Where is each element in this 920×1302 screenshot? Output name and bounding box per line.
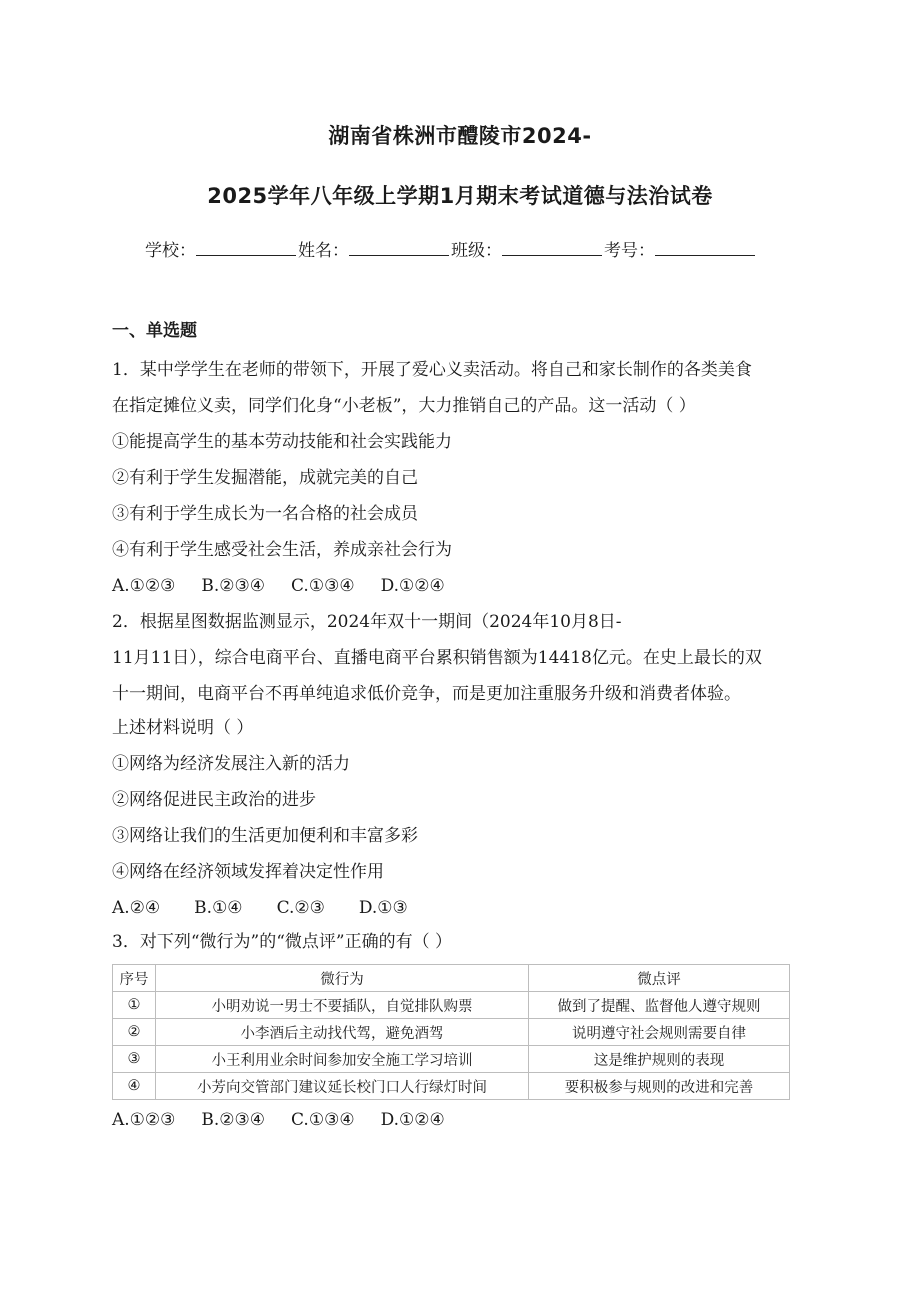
q2-options [112, 897, 434, 919]
student-info-row [145, 236, 757, 261]
q2-stem-line-1: 2．根据星图数据监测显示，2024年双十一期间（2024年10月8日- [112, 612, 622, 632]
table-cell-comment: 说明遵守社会规则需要自律 [529, 1019, 790, 1046]
table-cell-behavior: 小王利用业余时间参加安全施工学习培训 [156, 1046, 529, 1073]
q1-option-d[interactable]: D.①②④ [380, 576, 445, 596]
q2-item-4: ④网络在经济领域发挥着决定性作用 [112, 862, 384, 882]
class-label: 班级： [451, 241, 502, 261]
school-label: 学校： [145, 241, 196, 261]
name-blank[interactable] [349, 239, 449, 256]
q2-stem-line-3: 十一期间，电商平台不再单纯追求低价竞争，而是更加注重服务升级和消费者体验。 [112, 684, 741, 704]
class-blank[interactable] [502, 239, 602, 256]
q3-table [112, 964, 790, 1100]
exam-number-blank[interactable] [655, 239, 755, 256]
table-cell-behavior: 小李酒后主动找代驾，避免酒驾 [156, 1019, 529, 1046]
q1-item-4: ④有利于学生感受社会生活，养成亲社会行为 [112, 540, 452, 560]
q1-stem-line-1: 1．某中学学生在老师的带领下，开展了爱心义卖活动。将自己和家长制作的各类美食 [112, 360, 752, 380]
exam-title-line-2: 2025学年八年级上学期1月期末考试道德与法治试卷 [207, 184, 713, 208]
section-title: 一、单选题 [112, 321, 197, 341]
q1-stem-line-2: 在指定摊位义卖，同学们化身“小老板”，大力推销自己的产品。这一活动（ ） [112, 396, 696, 416]
table-cell-comment: 要积极参与规则的改进和完善 [529, 1073, 790, 1100]
q2-option-b[interactable]: B.①④ [194, 898, 243, 918]
q1-option-a[interactable]: A.①②③ [112, 576, 176, 596]
table-row [113, 1046, 790, 1073]
table-header-comment: 微点评 [529, 965, 790, 992]
table-cell-comment: 做到了提醒、监督他人遵守规则 [529, 992, 790, 1019]
q1-option-c[interactable]: C.①③④ [291, 576, 355, 596]
q1-options [112, 575, 471, 597]
q2-item-3: ③网络让我们的生活更加便利和丰富多彩 [112, 826, 418, 846]
q2-item-1: ①网络为经济发展注入新的活力 [112, 754, 350, 774]
table-row [113, 1073, 790, 1100]
q2-option-d[interactable]: D.①③ [358, 898, 408, 918]
q3-option-b[interactable]: B.②③④ [201, 1110, 266, 1130]
q3-option-c[interactable]: C.①③④ [291, 1110, 355, 1130]
table-header-behavior: 微行为 [156, 965, 529, 992]
q1-item-2: ②有利于学生发掘潜能，成就完美的自己 [112, 468, 418, 488]
q3-option-d[interactable]: D.①②④ [380, 1110, 445, 1130]
table-header-index: 序号 [113, 965, 156, 992]
q1-item-3: ③有利于学生成长为一名合格的社会成员 [112, 504, 418, 524]
table-cell-behavior: 小芳向交管部门建议延长校门口人行绿灯时间 [156, 1073, 529, 1100]
q2-stem-line-2: 11月11日），综合电商平台、直播电商平台累积销售额为14418亿元。在史上最长的双 [112, 648, 762, 668]
exam-title-line-1: 湖南省株洲市醴陵市2024- [328, 124, 592, 148]
exam-number-label: 考号： [604, 241, 655, 261]
table-cell-index: ③ [113, 1046, 156, 1073]
q2-stem-line-4: 上述材料说明（ ） [112, 718, 254, 738]
q3-option-a[interactable]: A.①②③ [112, 1110, 176, 1130]
school-blank[interactable] [196, 239, 296, 256]
table-cell-index: ④ [113, 1073, 156, 1100]
table-cell-comment: 这是维护规则的表现 [529, 1046, 790, 1073]
q3-stem: 3．对下列“微行为”的“微点评”正确的有（ ） [112, 932, 452, 952]
q2-option-a[interactable]: A.②④ [112, 898, 161, 918]
q1-item-1: ①能提高学生的基本劳动技能和社会实践能力 [112, 432, 452, 452]
table-row [113, 1019, 790, 1046]
q2-item-2: ②网络促进民主政治的进步 [112, 790, 316, 810]
q1-option-b[interactable]: B.②③④ [201, 576, 266, 596]
table-cell-behavior: 小明劝说一男士不要插队，自觉排队购票 [156, 992, 529, 1019]
q2-option-c[interactable]: C.②③ [276, 898, 325, 918]
table-cell-index: ① [113, 992, 156, 1019]
q3-options [112, 1109, 471, 1131]
table-cell-index: ② [113, 1019, 156, 1046]
table-row [113, 992, 790, 1019]
name-label: 姓名： [298, 241, 349, 261]
table-header-row [113, 965, 790, 992]
